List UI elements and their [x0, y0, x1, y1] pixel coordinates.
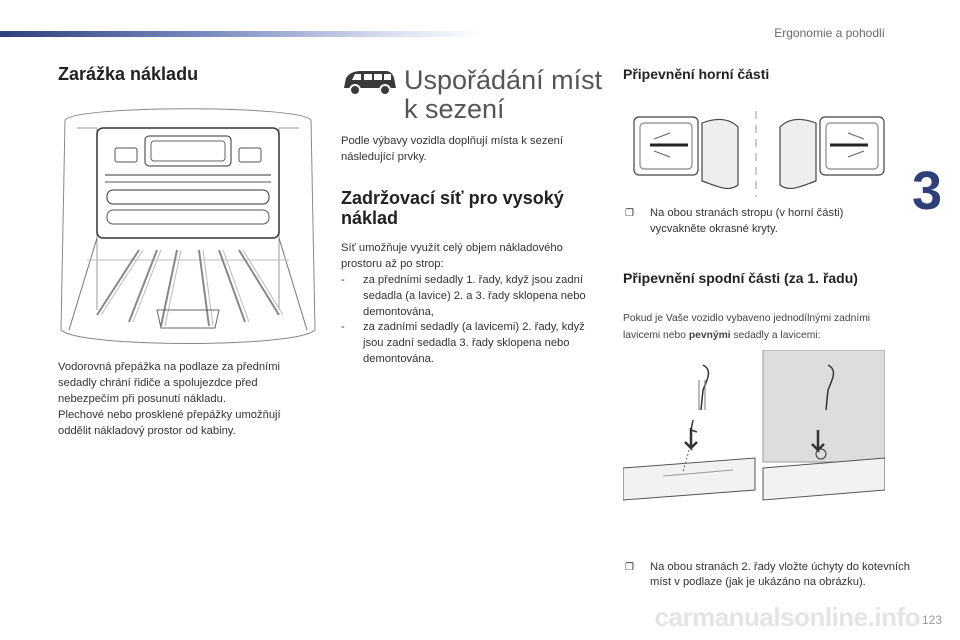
checkbox-bullet-icon: ❐	[625, 561, 634, 573]
checkbox-bullet-icon: ❐	[625, 208, 634, 219]
heading-lower-mount: Připevnění spodní části (za 1. řadu)	[623, 270, 858, 286]
section-header-title: Ergonomie a pohodlí	[774, 26, 885, 40]
cargo-area-illustration	[57, 100, 319, 355]
heading-upper-mount: Připevnění horní části	[623, 66, 770, 82]
list-item: - za zadními sedadly (a lavicemi) 2. řady, když jsou zadní sedadla 3. řady sklopena nebo demontována.	[341, 321, 585, 365]
van-icon	[340, 68, 398, 98]
cargo-barrier-paragraph-1: Vodorovná přepážka na podlaze za předními sedadly chrání řidiče a spolujezdce před nebezpečím při posunutí nákladu.	[58, 361, 281, 405]
seating-intro: Podle výbavy vozidla doplňují místa k sezení následující prvky.	[341, 135, 564, 163]
chapter-number: 3	[911, 161, 942, 221]
upper-mount-illustration	[630, 105, 888, 200]
lower-mount-instruction: ❐ Na obou stranách 2. řady vložte úchyty do kotevních míst v podlaze (jak je ukázáno na obrázku).	[625, 560, 910, 589]
page-number: 123	[921, 613, 942, 627]
heading-cargo-barrier: Zarážka nákladu	[58, 64, 199, 84]
lower-mount-illustration	[623, 350, 885, 520]
watermark: carmanualsonline.info	[654, 602, 920, 632]
upper-mount-instruction: ❐ Na obou stranách stropu (v horní části) vycvakněte okrasné kryty.	[625, 207, 844, 235]
retaining-net-list	[341, 273, 596, 368]
cargo-barrier-paragraph-2: Plechové nebo prosklené přepážky umožňují oddělit nákladový prostor od kabiny.	[58, 409, 281, 437]
heading-retaining-net: Zadržovací síť pro vysoký náklad	[341, 188, 564, 228]
page-title-seating: Uspořádání míst k sezení	[404, 65, 603, 124]
list-item: - za předními sedadly 1. řady, když jsou zadní sedadla (a lavice) 2. a 3. řady sklopena nebo demontována,	[341, 274, 586, 318]
header-gradient-bar	[0, 31, 480, 37]
lower-mount-note: Pokud je Vaše vozidlo vybaveno jednodílnými zadními lavicemi nebo pevnými sedadly a lavicemi:	[623, 313, 871, 341]
retaining-net-intro: Síť umožňuje využít celý objem nákladového prostoru až po strop:	[341, 242, 563, 270]
